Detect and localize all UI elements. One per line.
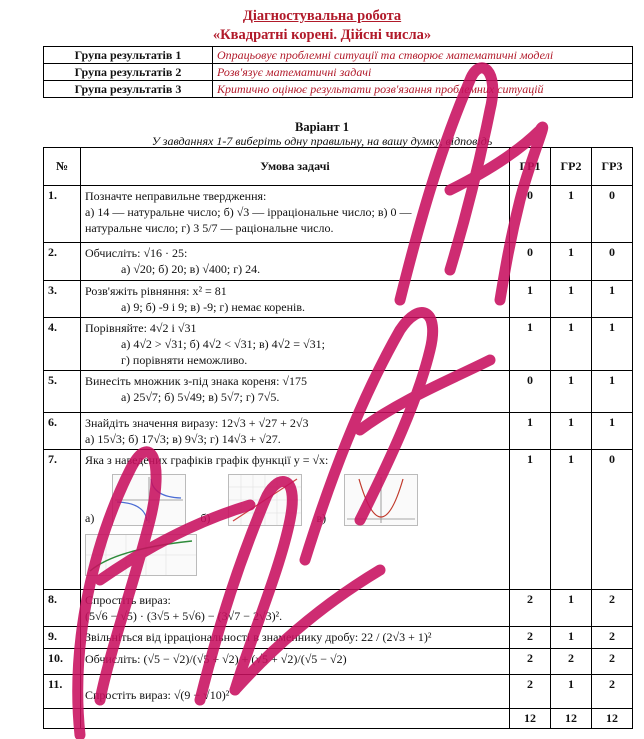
- group-row: [44, 47, 633, 64]
- score-gr1: 1: [510, 450, 551, 590]
- total-gr1: 12: [510, 709, 551, 729]
- graph-label: б): [200, 511, 211, 525]
- task-number: 4.: [44, 318, 81, 371]
- score-gr3: 1: [592, 318, 633, 371]
- task-line: Обчисліть: (√5 − √2)/(√5 + √2) + (√5 + √2)/(√5 − √2): [85, 652, 347, 666]
- score-gr2: 1: [551, 318, 592, 371]
- score-gr3: 2: [592, 675, 633, 709]
- score-gr1: 2: [510, 590, 551, 627]
- group-desc: Критично оцінює результати розв'язання проблемних ситуацій: [213, 81, 633, 98]
- task-row: [44, 675, 633, 709]
- groups-table: [43, 46, 633, 98]
- task-line: а) 9; б) -9 і 9; в) -9; г) немає коренів.: [121, 300, 306, 314]
- score-gr1: 1: [510, 413, 551, 450]
- task-row: [44, 450, 633, 590]
- task-number: 7.: [44, 450, 81, 590]
- task-number: 5.: [44, 371, 81, 413]
- task-row: [44, 318, 633, 371]
- group-row: [44, 81, 633, 98]
- score-gr1: 1: [510, 281, 551, 318]
- score-gr2: 1: [551, 675, 592, 709]
- task-row: [44, 413, 633, 450]
- graph-label: в): [316, 511, 327, 525]
- total-gr2: 12: [551, 709, 592, 729]
- col-header-gr2: ГР2: [551, 148, 592, 186]
- task-line: Спростіть вираз:: [85, 593, 171, 607]
- col-header-gr3: ГР3: [592, 148, 633, 186]
- group-row: [44, 64, 633, 81]
- variant-title: Варіант 1: [295, 120, 349, 134]
- score-gr3: 2: [592, 590, 633, 627]
- task-row: [44, 649, 633, 675]
- score-gr2: 1: [551, 243, 592, 281]
- score-gr1: 0: [510, 371, 551, 413]
- score-gr3: 0: [592, 186, 633, 243]
- task-line: Знайдіть значення виразу: 12√3 + √27 + 2√3: [85, 416, 309, 430]
- task-number: 1.: [44, 186, 81, 243]
- score-gr1: 2: [510, 649, 551, 675]
- task-line: (5√6 − √5) · (3√5 + 5√6) − (3√7 − 2√3)².: [85, 609, 283, 623]
- task-row: [44, 243, 633, 281]
- task-condition: [81, 590, 510, 627]
- score-gr2: 2: [551, 649, 592, 675]
- instruction-text: У завданнях 1-7 виберіть одну правильну, на вашу думку, відповідь: [151, 134, 493, 148]
- score-gr2: 1: [551, 627, 592, 649]
- score-gr1: 0: [510, 243, 551, 281]
- score-gr2: 1: [551, 450, 592, 590]
- task-line: а) 4√2 > √31; б) 4√2 < √31; в) 4√2 = √31;: [121, 337, 325, 351]
- score-gr2: 1: [551, 281, 592, 318]
- score-gr2: 1: [551, 413, 592, 450]
- graph-options: [85, 474, 505, 526]
- task-number: 3.: [44, 281, 81, 318]
- task-line: Розв'яжіть рівняння: x² = 81: [85, 284, 227, 298]
- task-line: Звільніться від ірраціональності в знаменнику дробу: 22 / (2√3 + 1)²: [85, 630, 432, 644]
- score-gr3: 2: [592, 649, 633, 675]
- task-line: Порівняйте: 4√2 і √31: [85, 321, 197, 335]
- task-condition: [81, 450, 510, 590]
- task-number: 2.: [44, 243, 81, 281]
- task-line: г) порівняти неможливо.: [121, 353, 248, 367]
- col-header-gr1: ГР1: [510, 148, 551, 186]
- graph-a-thumbnail: [112, 474, 186, 526]
- task-number: 8.: [44, 590, 81, 627]
- graph-b-thumbnail: [228, 474, 302, 526]
- score-gr3: 0: [592, 450, 633, 590]
- group-name: Група результатів 2: [44, 64, 213, 81]
- score-gr3: 1: [592, 413, 633, 450]
- score-gr3: 0: [592, 243, 633, 281]
- task-line: Винесіть множник з-під знака кореня: √175: [85, 374, 307, 388]
- task-line: Обчисліть: √16 · 25:: [85, 246, 188, 260]
- task-line: Яка з наведених графіків графік функції y = √x:: [85, 453, 329, 467]
- task-line: а) 14 — натуральне число; б) √3 — ірраціональне число; в) 0 —: [85, 205, 412, 219]
- task-line: натуральне число; г) 3 5/7 — раціональне число.: [85, 221, 334, 235]
- task-condition: [81, 675, 510, 709]
- group-name: Група результатів 3: [44, 81, 213, 98]
- task-line: а) 15√3; б) 17√3; в) 9√3; г) 14√3 + √27.: [85, 432, 281, 446]
- task-condition: [81, 281, 510, 318]
- task-line: а) 25√7; б) 5√49; в) 5√7; г) 7√5.: [121, 390, 280, 404]
- group-desc: Опрацьовує проблемні ситуації та створює математичні моделі: [213, 47, 633, 64]
- task-row: [44, 371, 633, 413]
- col-header-condition: Умова задачі: [81, 148, 510, 186]
- graph-label: а): [85, 511, 95, 525]
- tasks-table: [43, 147, 633, 729]
- task-row: [44, 627, 633, 649]
- task-number: 11.: [44, 675, 81, 709]
- task-condition: [81, 186, 510, 243]
- task-number: 10.: [44, 649, 81, 675]
- score-gr2: 1: [551, 590, 592, 627]
- graph-d-thumbnail: [85, 534, 197, 576]
- task-line: Спростіть вираз: √(9 − √10)²: [85, 688, 230, 702]
- col-header-no: №: [44, 148, 81, 186]
- score-gr3: 1: [592, 371, 633, 413]
- task-condition: [81, 649, 510, 675]
- task-condition: [81, 413, 510, 450]
- score-gr2: 1: [551, 186, 592, 243]
- task-row: [44, 186, 633, 243]
- task-row: [44, 281, 633, 318]
- group-desc: Розв'язує математичні задачі: [213, 64, 633, 81]
- score-gr3: 2: [592, 627, 633, 649]
- task-line: Позначте неправильне твердження:: [85, 189, 267, 203]
- score-gr2: 1: [551, 371, 592, 413]
- task-condition: [81, 627, 510, 649]
- task-condition: [81, 243, 510, 281]
- score-gr1: 2: [510, 675, 551, 709]
- task-number: 9.: [44, 627, 81, 649]
- task-number: 6.: [44, 413, 81, 450]
- score-gr3: 1: [592, 281, 633, 318]
- group-name: Група результатів 1: [44, 47, 213, 64]
- score-gr1: 2: [510, 627, 551, 649]
- task-row: [44, 590, 633, 627]
- total-gr3: 12: [592, 709, 633, 729]
- document-subtitle: «Квадратні корені. Дійсні числа»: [212, 27, 432, 43]
- task-condition: [81, 318, 510, 371]
- totals-row: [44, 709, 633, 729]
- task-line: а) √20; б) 20; в) √400; г) 24.: [121, 262, 261, 276]
- score-gr1: 1: [510, 318, 551, 371]
- task-condition: [81, 371, 510, 413]
- document-title: Діагностувальна робота: [242, 8, 402, 24]
- score-gr1: 0: [510, 186, 551, 243]
- graph-c-thumbnail: [344, 474, 418, 526]
